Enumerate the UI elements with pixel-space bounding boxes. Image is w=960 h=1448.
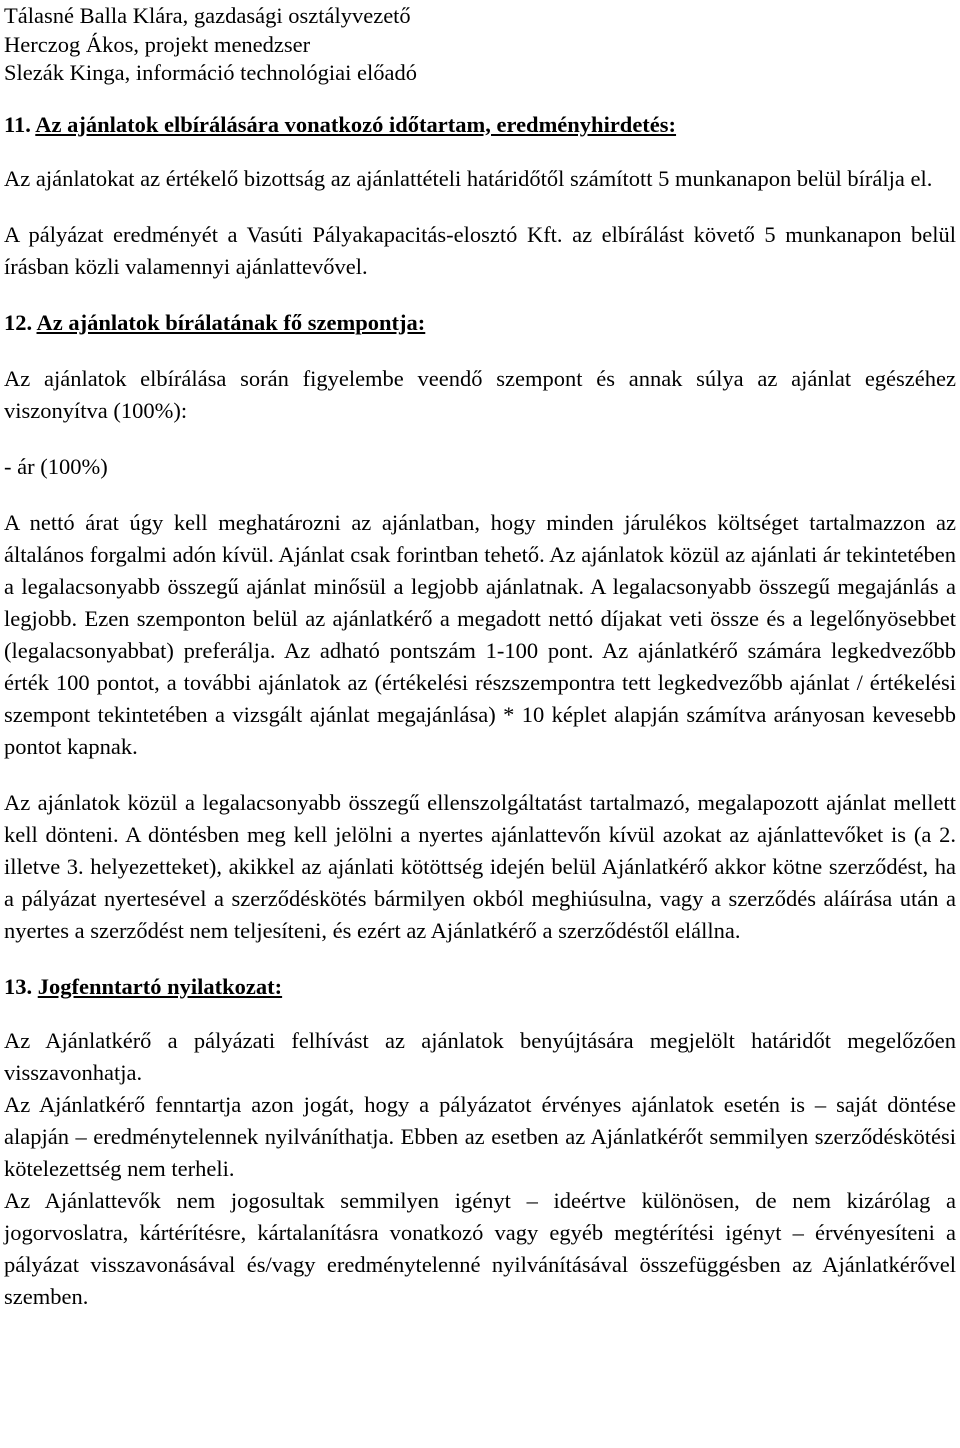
section-11-number: 11. <box>4 111 31 137</box>
section-11-heading <box>4 109 956 141</box>
section-13-heading <box>4 971 956 1003</box>
contact-list <box>4 0 956 88</box>
section-12-bullet: - ár (100%) <box>4 453 108 479</box>
section-11-title: Az ajánlatok elbírálására vonatkozó időtartam, eredményhirdetés: <box>35 111 677 137</box>
section-12-paragraph-2: A nettó árat úgy kell meghatározni az ajánlatban, hogy minden járulékos költséget tartalmazzon az általános forgalmi adón kívül. Ajánlat csak forintban tehető. Az ajánlatok közül az ajánlati ár tekintetében a legalacsonyabb összegű ajánlat minősül a legjobb ajánlatnak. A legalacsonyabb összegű megajánlás a legjobb. Ezen szemponton belül az ajánlatkérő a megadott nettó díjakat veti össze és a legelőnyösebbet (legalacsonyabbat) preferálja. Az adható pontszám 1-100 pont. Az ajánlatkérő számára legkedvezőbb érték 100 pontot, a további ajánlatok az (értékelési részszempontra tett legkedvezőbb ajánlat / értékelési szempont tekintetében a vizsgált ajánlat megajánlása) * 10 képlet alapján számítva arányosan kevesebb pontot kapnak. <box>4 509 956 759</box>
section-11-paragraph-2: A pályázat eredményét a Vasúti Pályakapacitás-elosztó Kft. az elbírálást követő 5 munkanapon belül írásban közli valamennyi ajánlattevővel. <box>4 221 956 279</box>
contact-line-3: Slezák Kinga, információ technológiai előadó <box>4 60 417 85</box>
section-13-paragraph-2: Az Ajánlatkérő fenntartja azon jogát, hogy a pályázatot érvényes ajánlatok esetén is – saját döntése alapján – eredménytelennek nyilváníthatja. Ebben az esetben az Ajánlatkérőt semmilyen szerződéskötési kötelezettség nem terheli. <box>4 1091 956 1181</box>
section-11-paragraph-1: Az ajánlatokat az értékelő bizottság az ajánlattételi határidőtől számított 5 munkanapon belül bírálja el. <box>4 165 933 191</box>
section-13-number: 13. <box>4 973 33 999</box>
section-13-paragraph-1: Az Ajánlatkérő a pályázati felhívást az ajánlatok benyújtására megjelölt határidőt megelőzően visszavonhatja. <box>4 1027 956 1085</box>
section-12-number: 12. <box>4 309 33 335</box>
section-13-title: Jogfenntartó nyilatkozat: <box>37 973 283 999</box>
section-12-title: Az ajánlatok bírálatának fő szempontja: <box>36 309 426 335</box>
section-13-paragraph-3: Az Ajánlattevők nem jogosultak semmilyen igényt – ideértve különösen, de nem kizárólag a jogorvoslatra, kártérítésre, kártalanításra vonatkozó vagy egyéb megtérítési igényt – érvényesíteni a pályázat visszavonásával és/vagy eredménytelenné nyilvánításával összefüggésben az Ajánlatkérővel szemben. <box>4 1187 956 1309</box>
contact-line-2: Herczog Ákos, projekt menedzser <box>4 31 311 57</box>
contact-line-1: Tálasné Balla Klára, gazdasági osztályvezető <box>4 3 411 28</box>
section-12-heading <box>4 307 956 339</box>
section-12-paragraph-3: Az ajánlatok közül a legalacsonyabb összegű ellenszolgáltatást tartalmazó, megalapozott ajánlat mellett kell dönteni. A döntésben meg kell jelölni a nyertes ajánlattevőn kívül azokat az ajánlattevőket is (a 2. illetve 3. helyezetteket), akikkel az ajánlati kötöttség idején belül Ajánlatkérő akkor kötne szerződést, ha a pályázat nyertesével a szerződéskötés bármilyen okból meghiúsulna, vagy a szerződés aláírása után a nyertes a szerződést nem teljesíteni, és ezért az Ajánlatkérő a szerződéstől elállna. <box>4 789 956 943</box>
section-12-paragraph-1: Az ajánlatok elbírálása során figyelembe veendő szempont és annak súlya az ajánlat egészéhez viszonyítva (100%): <box>4 365 956 423</box>
